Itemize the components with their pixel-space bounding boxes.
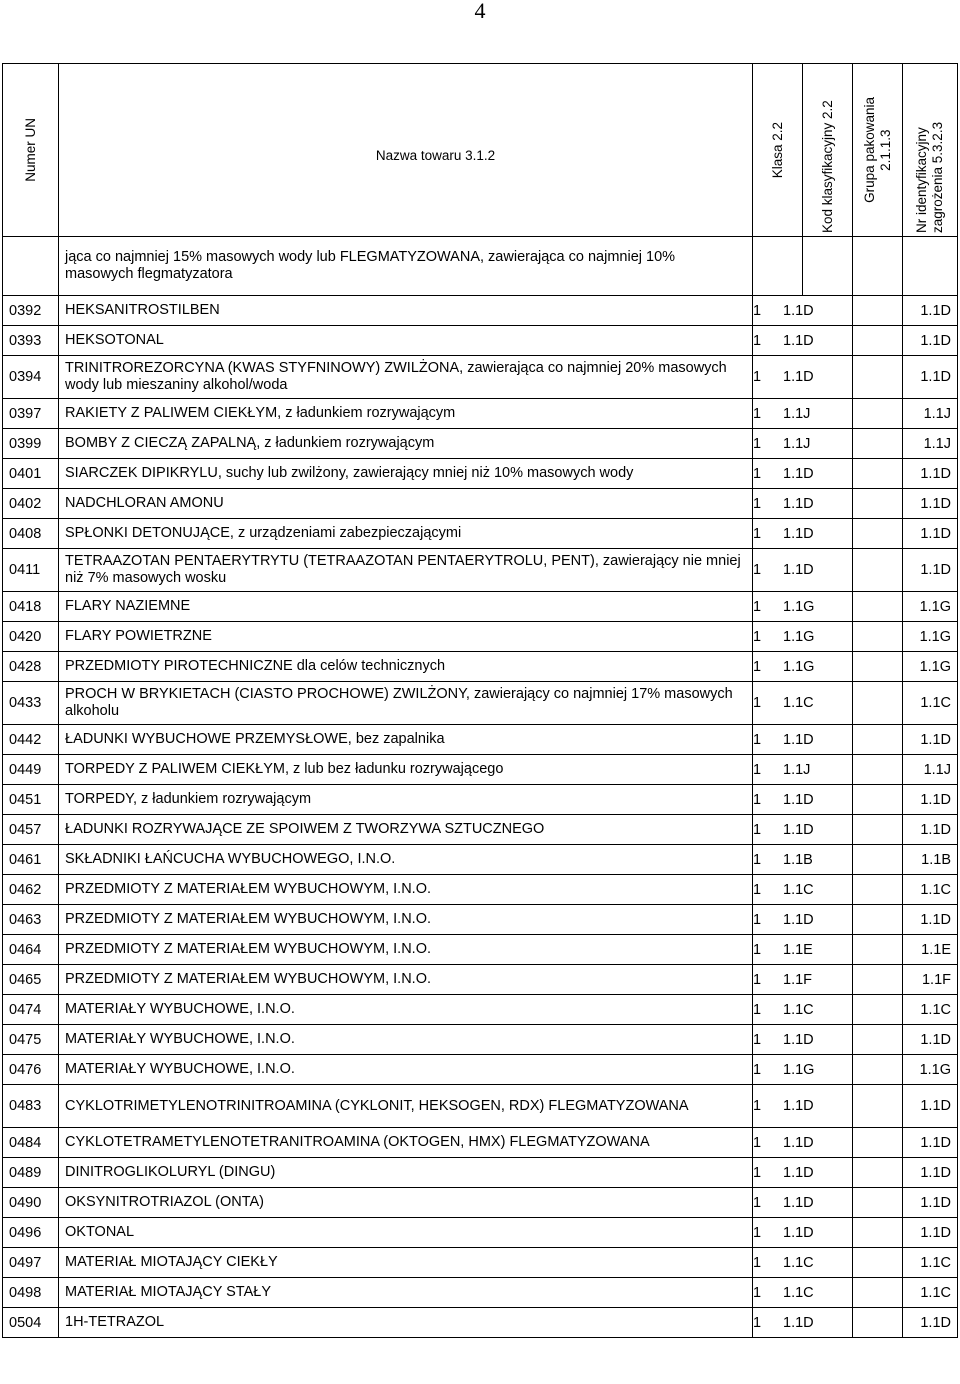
classification-code-value: 1.1D: [783, 1134, 814, 1151]
goods-name-cell: DINITROGLIKOLURYL (DINGU): [59, 1158, 753, 1188]
classification-code-value: 1.1D: [783, 1164, 814, 1181]
goods-name-cell: PRZEDMIOTY Z MATERIAŁEM WYBUCHOWYM, I.N.O.: [59, 875, 753, 905]
un-number-cell: 0418: [3, 592, 59, 622]
table-row: [3, 755, 958, 785]
table-row: [3, 1128, 958, 1158]
hazard-id-cell: 1.1D: [903, 1128, 958, 1158]
goods-name-cell: MATERIAŁ MIOTAJĄCY STAŁY: [59, 1278, 753, 1308]
packing-group-cell: [853, 592, 903, 622]
class-code-cell: [753, 519, 853, 549]
goods-name-cell: PRZEDMIOTY Z MATERIAŁEM WYBUCHOWYM, I.N.O.: [59, 905, 753, 935]
class-value: 1: [753, 628, 762, 645]
classification-code-value: 1.1D: [783, 369, 814, 385]
classification-code-value: 1.1C: [783, 1001, 814, 1018]
hazard-id-cell: 1.1G: [903, 652, 958, 682]
table-row: [3, 785, 958, 815]
table-row: [3, 1158, 958, 1188]
hazard-id-cell: 1.1D: [903, 459, 958, 489]
hazard-id-cell: 1.1J: [903, 399, 958, 429]
class-code-cell: [753, 682, 853, 725]
classification-code-value: 1.1D: [783, 1194, 814, 1211]
packing-group-cell: [853, 1308, 903, 1338]
table-row: [3, 1278, 958, 1308]
packing-group-cell: [853, 429, 903, 459]
hazard-id-cell: 1.1D: [903, 519, 958, 549]
class-code-cell: [753, 549, 853, 592]
class-value: 1: [753, 369, 762, 385]
packing-group-cell: [853, 1188, 903, 1218]
table-row: [3, 1025, 958, 1055]
table-row: [3, 459, 958, 489]
hazard-id-cell: 1.1D: [903, 905, 958, 935]
class-value: 1: [753, 761, 762, 778]
continuation-row: [3, 237, 958, 296]
table-row: [3, 489, 958, 519]
un-number-cell: 0433: [3, 682, 59, 725]
un-number-cell: 0465: [3, 965, 59, 995]
packing-group-cell: [853, 622, 903, 652]
table-row: [3, 845, 958, 875]
class-value: 1: [753, 405, 762, 422]
class-code-cell: [753, 296, 853, 326]
un-number-cell: 0463: [3, 905, 59, 935]
table-row: [3, 296, 958, 326]
un-number-cell: 0461: [3, 845, 59, 875]
hazard-id-cell: 1.1D: [903, 1158, 958, 1188]
un-number-cell: 0393: [3, 326, 59, 356]
hazard-id-cell: 1.1D: [903, 1308, 958, 1338]
classification-code-value: 1.1D: [783, 791, 814, 808]
table-row: [3, 549, 958, 592]
page-number: 4: [474, 0, 486, 23]
un-number-cell: 0442: [3, 725, 59, 755]
class-code-cell: [753, 755, 853, 785]
class-value: 1: [753, 1314, 762, 1331]
packing-group-cell: [853, 965, 903, 995]
goods-name-cell: MATERIAŁY WYBUCHOWE, I.N.O.: [59, 1025, 753, 1055]
class-value: 1: [753, 562, 762, 578]
hazard-id-cell: 1.1D: [903, 725, 958, 755]
class-code-cell: [753, 1278, 853, 1308]
table-row: [3, 815, 958, 845]
hazard-id-cell: 1.1D: [903, 489, 958, 519]
un-number-cell: 0392: [3, 296, 59, 326]
goods-name-cell: TRINITROREZORCYNA (KWAS STYFNINOWY) ZWILŻONA, zawierająca co najmniej 20% masowych wody lub mieszaniny alkohol/woda: [59, 356, 753, 399]
goods-name-cell: MATERIAŁ MIOTAJĄCY CIEKŁY: [59, 1248, 753, 1278]
goods-name-cell: TORPEDY, z ładunkiem rozrywającym: [59, 785, 753, 815]
hazard-id-cell: 1.1D: [903, 296, 958, 326]
classification-code-value: 1.1D: [783, 1098, 814, 1114]
classification-code-value: 1.1C: [783, 1284, 814, 1301]
dangerous-goods-table: [2, 63, 958, 1338]
hazard-id-cell: 1.1B: [903, 845, 958, 875]
classification-code-value: 1.1J: [783, 761, 811, 778]
packing-group-cell: [853, 519, 903, 549]
classification-code-value: 1.1D: [783, 562, 814, 578]
class-value: 1: [753, 1164, 762, 1181]
goods-name-cell: BOMBY Z CIECZĄ ZAPALNĄ, z ładunkiem rozrywającym: [59, 429, 753, 459]
hazard-id-cell: 1.1D: [903, 549, 958, 592]
packing-group-cell: [853, 1055, 903, 1085]
hazard-id-cell: 1.1F: [903, 965, 958, 995]
packing-group-cell: [853, 905, 903, 935]
classification-code-value: 1.1D: [783, 731, 814, 748]
goods-name-cell: HEKSOTONAL: [59, 326, 753, 356]
table-row: [3, 356, 958, 399]
goods-name-cell: RAKIETY Z PALIWEM CIEKŁYM, z ładunkiem rozrywającym: [59, 399, 753, 429]
packing-group-cell: [853, 725, 903, 755]
class-code-cell: [753, 1025, 853, 1055]
goods-name-cell: MATERIAŁY WYBUCHOWE, I.N.O.: [59, 995, 753, 1025]
hazard-id-cell: 1.1D: [903, 785, 958, 815]
un-number-cell: 0484: [3, 1128, 59, 1158]
hazard-id-cell: 1.1D: [903, 1188, 958, 1218]
packing-group-cell: [853, 1218, 903, 1248]
class-value: 1: [753, 1061, 762, 1078]
un-number-cell: 0464: [3, 935, 59, 965]
table-row: [3, 1218, 958, 1248]
class-value: 1: [753, 1224, 762, 1241]
continuation-text: jąca co najmniej 15% masowych wody lub FLEGMATYZOWANA, zawierająca co najmniej 10% masowych flegmatyzatora: [59, 237, 753, 296]
class-value: 1: [753, 881, 762, 898]
un-number-cell: 0457: [3, 815, 59, 845]
un-number-cell: 0408: [3, 519, 59, 549]
un-number-cell: 0397: [3, 399, 59, 429]
table-row: [3, 1308, 958, 1338]
goods-name-cell: SPŁONKI DETONUJĄCE, z urządzeniami zabezpieczającymi: [59, 519, 753, 549]
class-value: 1: [753, 1001, 762, 1018]
classification-code-value: 1.1D: [783, 525, 814, 542]
class-value: 1: [753, 821, 762, 838]
classification-code-value: 1.1F: [783, 971, 813, 988]
packing-group-cell: [853, 549, 903, 592]
packing-group-cell: [853, 326, 903, 356]
class-code-cell: [753, 1128, 853, 1158]
class-value: 1: [753, 598, 762, 615]
table-row: [3, 1248, 958, 1278]
table-row: [3, 429, 958, 459]
hazard-id-cell: 1.1G: [903, 622, 958, 652]
class-code-cell: [753, 652, 853, 682]
hazard-id-cell: 1.1G: [903, 592, 958, 622]
classification-code-value: 1.1B: [783, 851, 813, 868]
table-row: [3, 875, 958, 905]
class-code-cell: [753, 1188, 853, 1218]
table-row: [3, 622, 958, 652]
goods-name-cell: PRZEDMIOTY PIROTECHNICZNE dla celów technicznych: [59, 652, 753, 682]
classification-code-value: 1.1D: [783, 821, 814, 838]
packing-group-cell: [853, 489, 903, 519]
classification-code-value: 1.1D: [783, 332, 814, 349]
table-row: [3, 905, 958, 935]
header-un-number: Numer UN: [3, 64, 59, 237]
classification-code-value: 1.1G: [783, 628, 815, 645]
goods-name-cell: FLARY POWIETRZNE: [59, 622, 753, 652]
packing-group-cell: [853, 1025, 903, 1055]
class-value: 1: [753, 941, 762, 958]
class-value: 1: [753, 971, 762, 988]
goods-name-cell: TORPEDY Z PALIWEM CIEKŁYM, z lub bez ładunku rozrywającego: [59, 755, 753, 785]
class-code-cell: [753, 1308, 853, 1338]
packing-group-cell: [853, 1085, 903, 1128]
packing-group-cell: [853, 1158, 903, 1188]
goods-name-cell: OKSYNITROTRIAZOL (ONTA): [59, 1188, 753, 1218]
class-code-cell: [753, 399, 853, 429]
table-row: [3, 682, 958, 725]
table-row: [3, 935, 958, 965]
un-number-cell: 0504: [3, 1308, 59, 1338]
un-number-cell: 0474: [3, 995, 59, 1025]
un-number-cell: 0496: [3, 1218, 59, 1248]
header-packing-group: Grupa pakowania 2.1.1.3: [853, 64, 903, 237]
class-code-cell: [753, 725, 853, 755]
un-number-cell: 0420: [3, 622, 59, 652]
un-number-cell: 0449: [3, 755, 59, 785]
class-value: 1: [753, 791, 762, 808]
hazard-id-cell: 1.1C: [903, 875, 958, 905]
goods-name-cell: FLARY NAZIEMNE: [59, 592, 753, 622]
packing-group-cell: [853, 935, 903, 965]
hazard-id-cell: 1.1C: [903, 995, 958, 1025]
class-value: 1: [753, 1194, 762, 1211]
goods-name-cell: PRZEDMIOTY Z MATERIAŁEM WYBUCHOWYM, I.N.O.: [59, 935, 753, 965]
class-code-cell: [753, 995, 853, 1025]
class-value: 1: [753, 695, 762, 711]
table-row: [3, 399, 958, 429]
classification-code-value: 1.1C: [783, 881, 814, 898]
un-number-cell: 0476: [3, 1055, 59, 1085]
goods-name-cell: SIARCZEK DIPIKRYLU, suchy lub zwilżony, zawierający mniej niż 10% masowych wody: [59, 459, 753, 489]
class-value: 1: [753, 435, 762, 452]
class-code-cell: [753, 459, 853, 489]
un-number-cell: 0498: [3, 1278, 59, 1308]
classification-code-value: 1.1E: [783, 941, 813, 958]
class-code-cell: [753, 489, 853, 519]
class-code-cell: [753, 1085, 853, 1128]
goods-name-cell: OKTONAL: [59, 1218, 753, 1248]
class-value: 1: [753, 658, 762, 675]
un-number-cell: 0402: [3, 489, 59, 519]
packing-group-cell: [853, 995, 903, 1025]
class-code-cell: [753, 1248, 853, 1278]
header-row: [3, 64, 958, 237]
packing-group-cell: [853, 296, 903, 326]
class-value: 1: [753, 731, 762, 748]
un-number-cell: 0462: [3, 875, 59, 905]
un-number-cell: 0489: [3, 1158, 59, 1188]
class-value: 1: [753, 495, 762, 512]
class-code-cell: [753, 429, 853, 459]
class-value: 1: [753, 1098, 762, 1114]
class-value: 1: [753, 1134, 762, 1151]
table-row: [3, 519, 958, 549]
hazard-id-cell: 1.1C: [903, 1278, 958, 1308]
class-code-cell: [753, 326, 853, 356]
hazard-id-cell: 1.1D: [903, 815, 958, 845]
packing-group-cell: [853, 682, 903, 725]
goods-name-cell: CYKLOTETRAMETYLENOTETRANITROAMINA (OKTOGEN, HMX) FLEGMATYZOWANA: [59, 1128, 753, 1158]
class-value: 1: [753, 1254, 762, 1271]
table-row: [3, 1188, 958, 1218]
un-number-cell: 0399: [3, 429, 59, 459]
class-value: 1: [753, 851, 762, 868]
table-row: [3, 652, 958, 682]
goods-name-cell: TETRAAZOTAN PENTAERYTRYTU (TETRAAZOTAN PENTAERYTROLU, PENT), zawierający nie mniej niż 7% masowych wosku: [59, 549, 753, 592]
packing-group-cell: [853, 875, 903, 905]
class-code-cell: [753, 905, 853, 935]
class-value: 1: [753, 525, 762, 542]
goods-name-cell: NADCHLORAN AMONU: [59, 489, 753, 519]
table-row: [3, 592, 958, 622]
un-number-cell: 0451: [3, 785, 59, 815]
class-code-cell: [753, 935, 853, 965]
goods-name-cell: 1H-TETRAZOL: [59, 1308, 753, 1338]
classification-code-value: 1.1G: [783, 658, 815, 675]
header-classification-code: Kod klasyfikacyjny 2.2: [803, 64, 853, 237]
packing-group-cell: [853, 755, 903, 785]
class-value: 1: [753, 302, 762, 319]
un-number-cell: 0428: [3, 652, 59, 682]
hazard-id-cell: 1.1C: [903, 1248, 958, 1278]
classification-code-value: 1.1G: [783, 598, 815, 615]
packing-group-cell: [853, 1278, 903, 1308]
packing-group-cell: [853, 1248, 903, 1278]
packing-group-cell: [853, 399, 903, 429]
hazard-id-cell: 1.1D: [903, 1218, 958, 1248]
un-number-cell: 0394: [3, 356, 59, 399]
un-number-cell: 0475: [3, 1025, 59, 1055]
classification-code-value: 1.1G: [783, 1061, 815, 1078]
table-row: [3, 1085, 958, 1128]
hazard-id-cell: 1.1D: [903, 1025, 958, 1055]
classification-code-value: 1.1D: [783, 1314, 814, 1331]
class-code-cell: [753, 356, 853, 399]
goods-name-cell: PRZEDMIOTY Z MATERIAŁEM WYBUCHOWYM, I.N.O.: [59, 965, 753, 995]
packing-group-cell: [853, 1128, 903, 1158]
class-code-cell: [753, 1055, 853, 1085]
packing-group-cell: [853, 459, 903, 489]
un-number-cell: 0401: [3, 459, 59, 489]
class-code-cell: [753, 1218, 853, 1248]
goods-name-cell: ŁADUNKI ROZRYWAJĄCE ZE SPOIWEM Z TWORZYWA SZTUCZNEGO: [59, 815, 753, 845]
packing-group-cell: [853, 652, 903, 682]
classification-code-value: 1.1D: [783, 465, 814, 482]
un-number-cell: 0497: [3, 1248, 59, 1278]
header-hazard-id: Nr identyfikacyjny zagrożenia 5.3.2.3: [903, 64, 958, 237]
classification-code-value: 1.1D: [783, 495, 814, 512]
goods-name-cell: MATERIAŁY WYBUCHOWE, I.N.O.: [59, 1055, 753, 1085]
goods-name-cell: HEKSANITROSTILBEN: [59, 296, 753, 326]
hazard-id-cell: 1.1D: [903, 1085, 958, 1128]
hazard-id-cell: 1.1E: [903, 935, 958, 965]
classification-code-value: 1.1J: [783, 405, 811, 422]
class-value: 1: [753, 911, 762, 928]
class-code-cell: [753, 875, 853, 905]
header-class: Klasa 2.2: [753, 64, 803, 237]
hazard-id-cell: 1.1D: [903, 326, 958, 356]
goods-name-cell: SKŁADNIKI ŁAŃCUCHA WYBUCHOWEGO, I.N.O.: [59, 845, 753, 875]
classification-code-value: 1.1D: [783, 1031, 814, 1048]
classification-code-value: 1.1D: [783, 1224, 814, 1241]
class-value: 1: [753, 1031, 762, 1048]
class-value: 1: [753, 332, 762, 349]
table-row: [3, 965, 958, 995]
table-row: [3, 725, 958, 755]
packing-group-cell: [853, 815, 903, 845]
table-row: [3, 326, 958, 356]
classification-code-value: 1.1C: [783, 695, 814, 711]
class-code-cell: [753, 815, 853, 845]
goods-name-cell: PROCH W BRYKIETACH (CIASTO PROCHOWE) ZWILŻONY, zawierający co najmniej 17% masowych alkoholu: [59, 682, 753, 725]
table-row: [3, 995, 958, 1025]
class-value: 1: [753, 465, 762, 482]
packing-group-cell: [853, 356, 903, 399]
hazard-id-cell: 1.1J: [903, 755, 958, 785]
class-code-cell: [753, 1158, 853, 1188]
goods-name-cell: CYKLOTRIMETYLENOTRINITROAMINA (CYKLONIT, HEKSOGEN, RDX) FLEGMATYZOWANA: [59, 1085, 753, 1128]
un-number-cell: 0483: [3, 1085, 59, 1128]
goods-name-cell: ŁADUNKI WYBUCHOWE PRZEMYSŁOWE, bez zapalnika: [59, 725, 753, 755]
un-number-cell: 0490: [3, 1188, 59, 1218]
hazard-id-cell: 1.1G: [903, 1055, 958, 1085]
header-name: Nazwa towaru 3.1.2: [59, 64, 753, 237]
class-code-cell: [753, 845, 853, 875]
packing-group-cell: [853, 785, 903, 815]
class-code-cell: [753, 965, 853, 995]
hazard-id-cell: 1.1J: [903, 429, 958, 459]
classification-code-value: 1.1C: [783, 1254, 814, 1271]
class-code-cell: [753, 785, 853, 815]
class-value: 1: [753, 1284, 762, 1301]
classification-code-value: 1.1J: [783, 435, 811, 452]
un-number-cell: 0411: [3, 549, 59, 592]
hazard-id-cell: 1.1C: [903, 682, 958, 725]
classification-code-value: 1.1D: [783, 911, 814, 928]
class-code-cell: [753, 592, 853, 622]
table-row: [3, 1055, 958, 1085]
hazard-id-cell: 1.1D: [903, 356, 958, 399]
class-code-cell: [753, 622, 853, 652]
classification-code-value: 1.1D: [783, 302, 814, 319]
packing-group-cell: [853, 845, 903, 875]
